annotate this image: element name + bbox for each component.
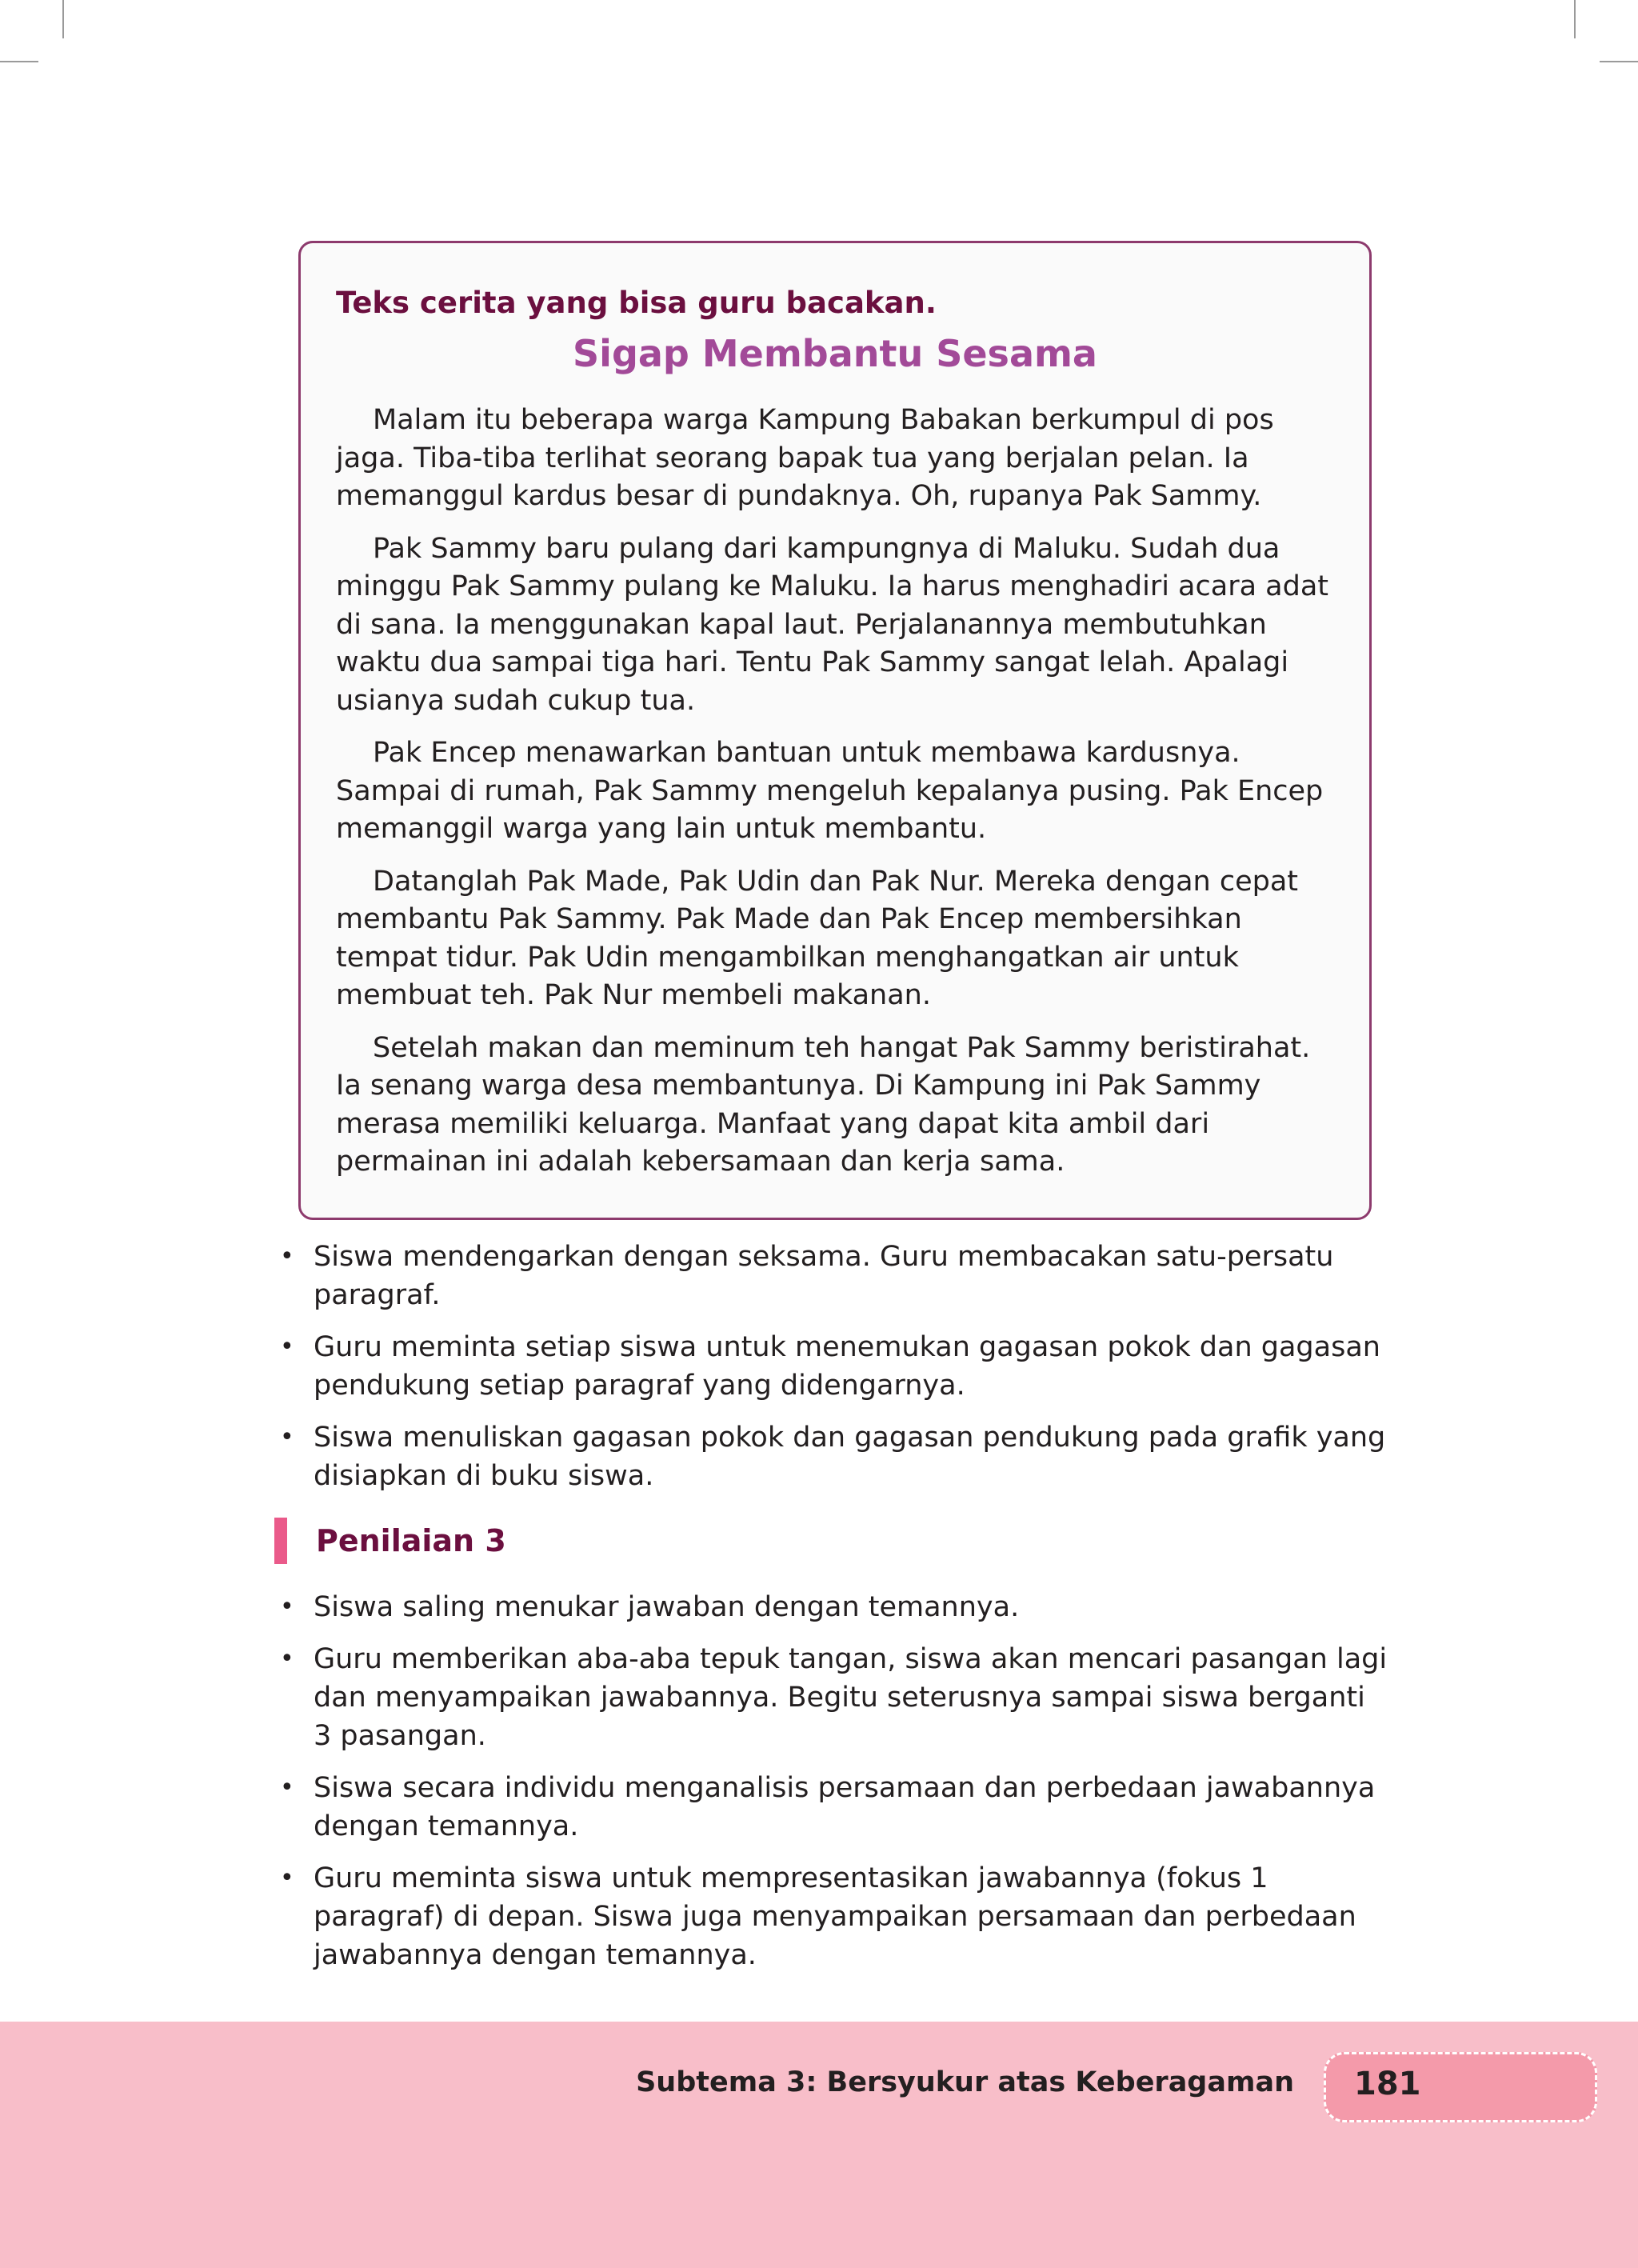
list-item-text: Siswa secara individu menganalisis persamaan dan perbedaan jawabannya dengan temannya. (314, 1772, 1376, 1842)
page-footer (0, 2022, 1638, 2268)
section-title: Penilaian 3 (316, 1523, 506, 1558)
story-paragraph: Setelah makan dan meminum teh hangat Pak Sammy beristirahat. Ia senang warga desa membantunya. Di Kampung ini Pak Sammy merasa memiliki keluarga. Manfaat yang dapat kita ambil dari permainan ini adalah kebersamaan dan kerja sama. (336, 1031, 1311, 1178)
list-item-text: Siswa mendengarkan dengan seksama. Guru membacakan satu-persatu paragraf. (314, 1241, 1334, 1311)
bullet-icon: • (280, 1645, 294, 1673)
list-item (272, 1859, 1392, 1974)
crop-mark (1574, 0, 1576, 38)
bullet-icon: • (280, 1593, 294, 1621)
story-paragraph: Pak Sammy baru pulang dari kampungnya di Maluku. Sudah dua minggu Pak Sammy pulang ke Maluku. Ia harus menghadiri acara adat di sana. Ia menggunakan kapal laut. Perjalanannya membutuhkan waktu dua sampai tiga hari. Tentu Pak Sammy sangat lelah. Apalagi usianya sudah cukup tua. (336, 532, 1328, 717)
bullet-icon: • (280, 1423, 294, 1451)
crop-mark (0, 61, 38, 62)
list-item-text: Guru meminta setiap siswa untuk menemukan gagasan pokok dan gagasan pendukung setiap paragraf yang didengarnya. (314, 1331, 1380, 1402)
bullet-icon: • (280, 1242, 294, 1270)
bullet-icon: • (280, 1774, 294, 1802)
list-item (272, 1588, 1392, 1626)
bullet-icon: • (280, 1864, 294, 1892)
list-item (272, 1418, 1392, 1495)
bullet-icon: • (280, 1333, 294, 1361)
story-box-label: Teks cerita yang bisa guru bacakan. (336, 286, 937, 320)
story-paragraph: Malam itu beberapa warga Kampung Babakan berkumpul di pos jaga. Tiba-tiba terlihat seorang bapak tua yang berjalan pelan. Ia memanggul kardus besar di pundaknya. Oh, rupanya Pak Sammy. (336, 404, 1274, 512)
crop-mark (1600, 61, 1638, 62)
footer-subtheme: Subtema 3: Bersyukur atas Keberagaman (636, 2066, 1294, 2098)
list-item-text: Guru memberikan aba-aba tepuk tangan, siswa akan mencari pasangan lagi dan menyampaikan jawabannya. Begitu seterusnya sampai siswa berganti 3 pasangan. (314, 1643, 1388, 1752)
activity-list (272, 1238, 1392, 1509)
list-item (272, 1640, 1392, 1755)
story-box (298, 241, 1372, 1220)
story-paragraph: Pak Encep menawarkan bantuan untuk membawa kardusnya. Sampai di rumah, Pak Sammy mengeluh kepalanya pusing. Pak Encep memanggil warga yang lain untuk membantu. (336, 737, 1324, 845)
list-item-text: Guru meminta siswa untuk mempresentasikan jawabannya (fokus 1 paragraf) di depan. Siswa juga menyampaikan persamaan dan perbedaan jawabannya dengan temannya. (314, 1862, 1356, 1971)
assessment-heading (274, 1518, 506, 1564)
assessment-list (272, 1588, 1392, 1988)
list-item-text: Siswa saling menukar jawaban dengan temannya. (314, 1591, 1020, 1623)
page-number: 181 (1354, 2066, 1421, 2102)
list-item (272, 1769, 1392, 1846)
list-item (272, 1328, 1392, 1405)
list-item (272, 1238, 1392, 1314)
story-paragraph: Datanglah Pak Made, Pak Udin dan Pak Nur. Mereka dengan cepat membantu Pak Sammy. Pak Made dan Pak Encep membersihkan tempat tidur. Pak Udin mengambilkan menghangatkan air untuk membuat teh. Pak Nur membeli makanan. (336, 865, 1299, 1011)
crop-mark (62, 0, 64, 38)
story-title: Sigap Membantu Sesama (573, 332, 1097, 375)
page-number-badge (1324, 2052, 1597, 2122)
section-bar-icon (274, 1518, 287, 1564)
list-item-text: Siswa menuliskan gagasan pokok dan gagasan pendukung pada grafik yang disiapkan di buku siswa. (314, 1422, 1386, 1492)
